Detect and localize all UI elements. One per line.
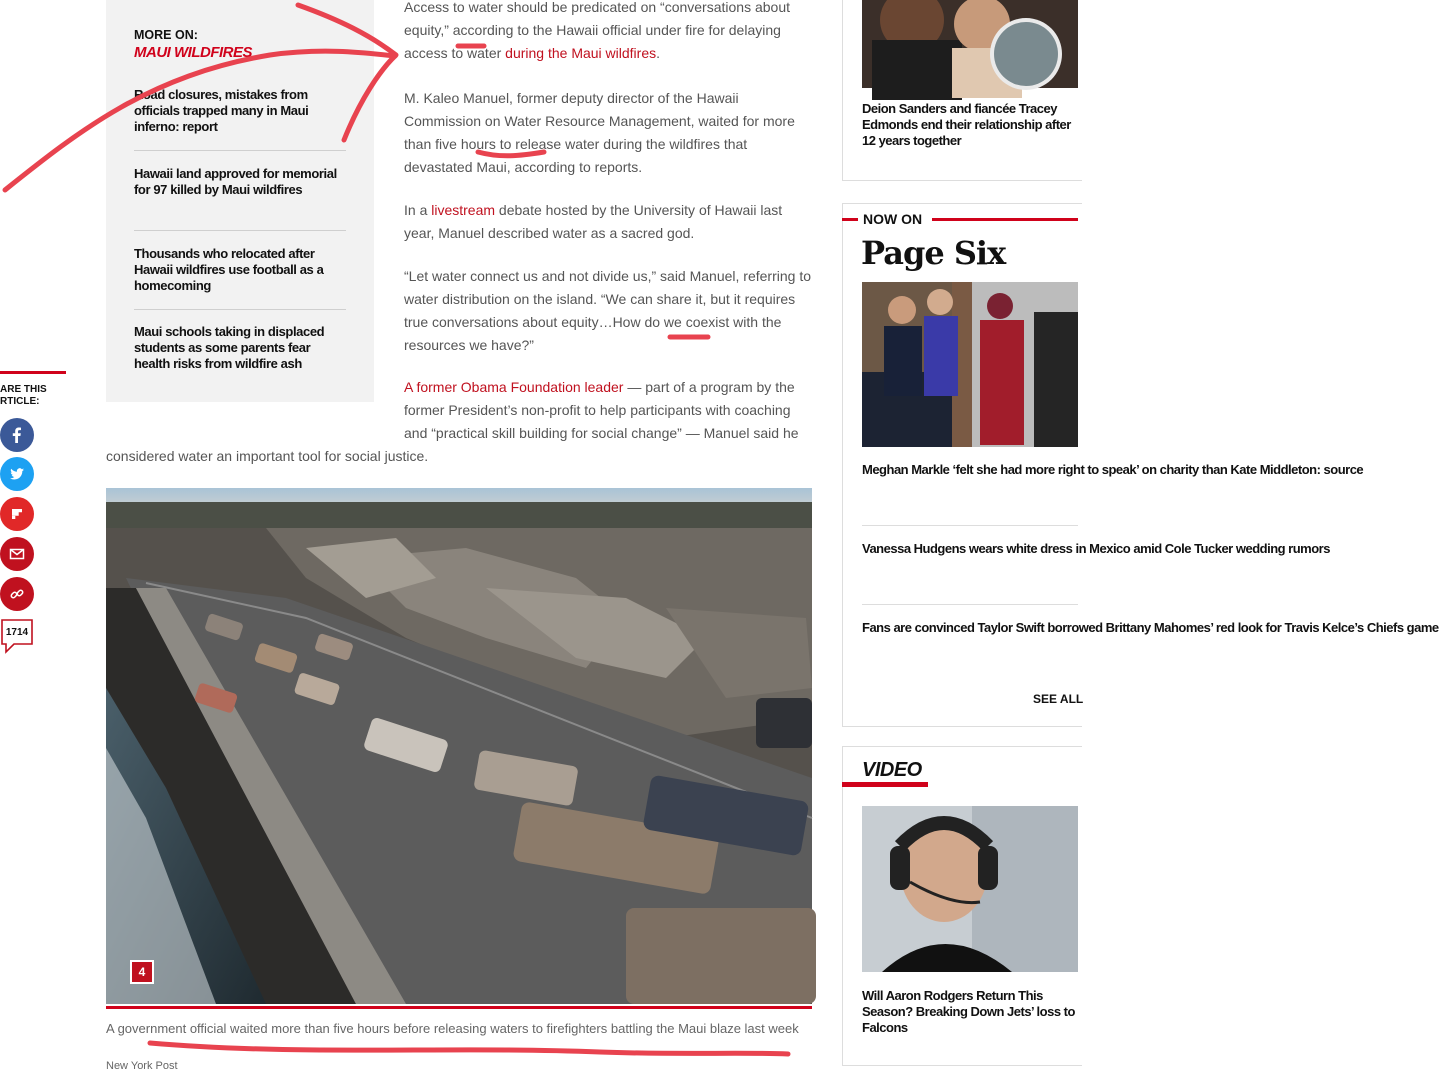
facebook-icon [7,425,27,445]
email-share-button[interactable] [0,537,34,571]
more-on-label: MORE ON: [134,28,198,42]
article-hero-image[interactable] [106,488,812,1004]
facebook-share-button[interactable] [0,418,34,452]
article-paragraph [404,199,812,245]
comments-button[interactable] [0,616,36,656]
divider [134,230,346,231]
article-link[interactable]: A former Obama Foundation leader [404,379,624,395]
more-on-item[interactable]: Thousands who relocated after Hawaii wildfires use football as a homecoming [134,246,324,293]
divider [862,604,1078,605]
divider [134,309,346,310]
paragraph-text: Access to water should be predicated on “conversations about equity,” according to the Hawaii official under fire for delaying access to water [404,0,791,61]
top-story-headline[interactable]: Deion Sanders and fiancée Tracey Edmonds end their relationship after 12 years together [862,101,1071,148]
copy-link-button[interactable] [0,577,34,611]
divider [862,525,1078,526]
article-paragraph [404,0,812,65]
twitter-icon [7,464,27,484]
divider [842,218,858,221]
video-label: VIDEO [862,759,922,781]
twitter-share-button[interactable] [0,457,34,491]
flipboard-icon [7,504,27,524]
article-paragraph [106,376,812,468]
article-paragraph: “Let water connect us and not divide us,” said Manuel, referring to water distribution on the island. “We can share it, but it requires true conversations about equity…How do we coexist with the resources we have?” [404,268,811,353]
image-credit: New York Post [106,1060,178,1072]
divider [932,218,1078,221]
page-six-story[interactable]: Fans are convinced Taylor Swift borrowed Brittany Mahomes’ red look for Travis Kelce’s Chiefs game [862,620,1439,635]
paragraph-text: . [656,45,661,61]
now-on-label: NOW ON [860,211,925,227]
share-divider [0,371,66,374]
comment-count: 1714 [5,627,29,638]
page-six-story[interactable]: Meghan Markle ‘felt she had more right to speak’ on charity than Kate Middleton: source [862,462,1364,477]
article-link[interactable]: livestream [431,202,496,218]
image-divider [106,1006,812,1009]
image-count-badge[interactable]: 4 [130,960,154,984]
video-thumbnail[interactable] [862,806,1078,972]
more-on-item[interactable]: Road closures, mistakes from officials trapped many in Maui inferno: report [134,87,309,134]
page-six-logo[interactable]: Page Six [861,234,1006,272]
top-story-thumbnail[interactable] [862,0,1078,88]
paragraph-text: debate hosted by the University of Hawaii last year, Manuel described water as a sacred god. [404,202,783,241]
image-caption: A government official waited more than five hours before releasing waters to firefighters battling the Maui blaze last week [106,1021,799,1036]
email-icon [7,544,27,564]
flipboard-share-button[interactable] [0,497,34,531]
article-link[interactable]: during the Maui wildfires [505,45,657,61]
more-on-topic-link[interactable]: MAUI WILDFIRES [134,44,252,61]
more-on-item[interactable]: Maui schools taking in displaced students as some parents fear health risks from wildfire ash [134,324,325,371]
page-six-thumbnail[interactable] [862,282,1078,447]
more-on-item[interactable]: Hawaii land approved for memorial for 97 killed by Maui wildfires [134,166,337,197]
divider [842,782,928,787]
article-paragraph: M. Kaleo Manuel, former deputy director of the Hawaii Commission on Water Resource Management, waited for more than five hours to release water during the wildfires that devastated Maui, according to reports. [404,90,795,175]
see-all-link[interactable]: SEE ALL [1033,692,1084,706]
divider [134,150,346,151]
link-icon [7,584,27,604]
paragraph-text: — part of a program by the former President’s non-profit to help participants with coaching and “practical skill building for social change” — Manuel said he considered water an important tool for social justice. [106,379,799,464]
paragraph-text: In a [404,202,432,218]
page-six-story[interactable]: Vanessa Hudgens wears white dress in Mexico amid Cole Tucker wedding rumors [862,541,1330,556]
share-label: ARE THIS RTICLE: [0,384,47,407]
video-headline[interactable]: Will Aaron Rodgers Return This Season? Breaking Down Jets’ loss to Falcons [862,988,1075,1035]
